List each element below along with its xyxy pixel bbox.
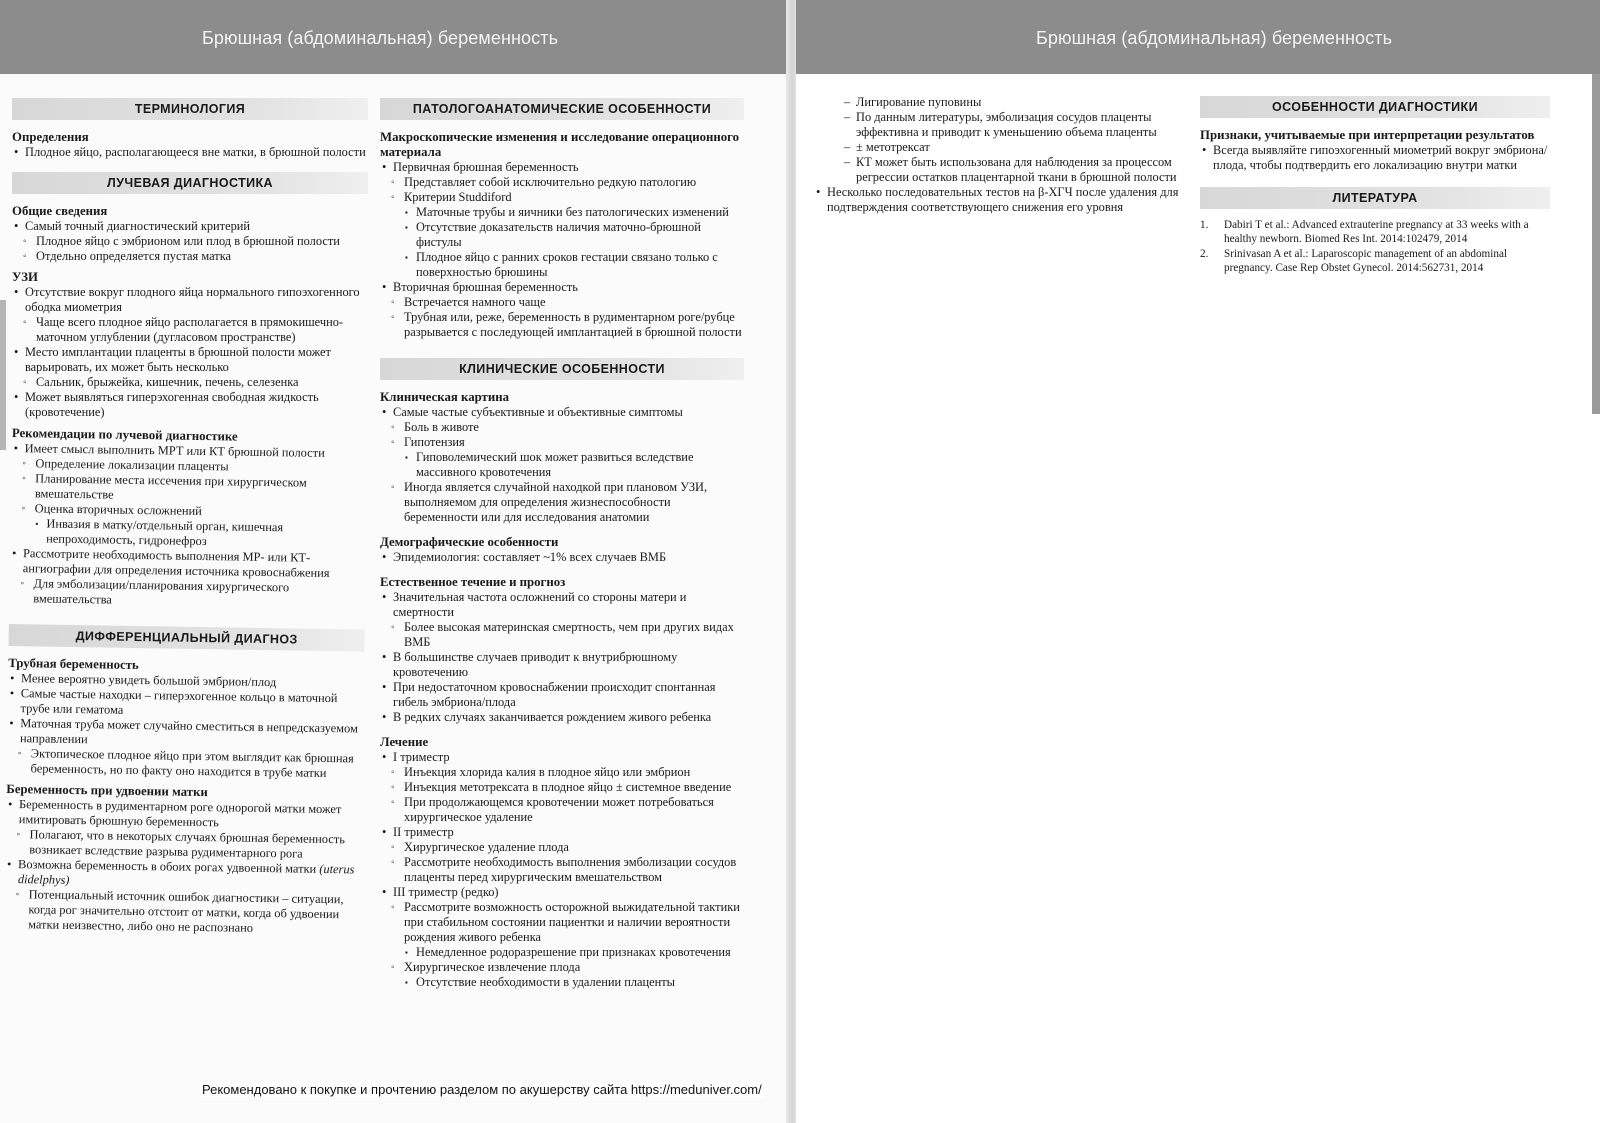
reference-item: [1200, 219, 1550, 246]
list-item: • Вторичная брюшная беременность: [380, 280, 744, 295]
list-subsubitem: ▪ Плодное яйцо с ранних сроков гестации связано только с поверхностью брюшины: [380, 250, 744, 280]
list-item: • Беременность в рудиментарном роге однорогой матки может имитировать брюшную беременность: [6, 797, 362, 833]
section-heading-diagnosis: ОСОБЕННОСТИ ДИАГНОСТИКИ: [1200, 96, 1550, 118]
section-heading-clinical: КЛИНИЧЕСКИЕ ОСОБЕННОСТИ: [380, 358, 744, 380]
list-subsubitem: ▪ Отсутствие необходимости в удалении плаценты: [380, 975, 744, 990]
page-edge-marker: [0, 300, 6, 450]
list-item: • Маточная труба может случайно сместиться в непредсказуемом направлении: [7, 716, 363, 752]
list-subitem: ◦ Полагают, что в некоторых случаях брюшная беременность возникает вследствие разрыва рудиментарного рога: [5, 827, 361, 863]
left-column-2: [380, 92, 744, 990]
right-page: [796, 0, 1600, 1123]
reference-item: [1200, 248, 1550, 275]
right-column-1: [814, 95, 1188, 215]
list-subitem: ◦ Потенциальный источник ошибок диагностики – ситуации, когда рог значительно отстоит от матки, когда об удвоении матки неизвестно, либо оно не распознано: [4, 887, 361, 938]
page-edge-marker: [1592, 74, 1600, 414]
subheading-double-uterus: Беременность при удвоении матки: [6, 781, 208, 800]
list-item: • Рассмотрите необходимость выполнения МР- или КТ-ангиографии для определения источника кровоснабжения: [10, 546, 366, 582]
list-item: • Самые частые субъективные и объективные симптомы: [380, 405, 744, 420]
list-subsubitem: ▪ Инвазия в матку/отдельный орган, кишечная непроходимость, гидронефроз: [10, 516, 366, 552]
reference-number: 1.: [1200, 219, 1209, 231]
list-item: • В большинстве случаев приводит к внутрибрюшному кровотечению: [380, 650, 744, 680]
list-item: • Плодное яйцо, располагающееся вне матки, в брюшной полости: [12, 145, 368, 160]
reference-text: Srinivasan A et al.: Laparoscopic management of an abdominal pregnancy. Case Rep Obstet Gynecol. 2014:562731, 2014: [1224, 248, 1508, 274]
subheading-definitions: Определения: [12, 130, 89, 144]
list-subitem: ◦ Сальник, брыжейка, кишечник, печень, селезенка: [12, 375, 368, 390]
list-subsubitem: ▪ Отсутствие доказательств наличия маточно-брюшной фистулы: [380, 220, 744, 250]
subheading-demographics: Демографические особенности: [380, 535, 559, 549]
list-subitem: ◦ При продолжающемся кровотечении может потребоваться хирургическое удаление: [380, 795, 744, 825]
section-heading-terminology: ТЕРМИНОЛОГИЯ: [12, 98, 368, 120]
list-subitem: ◦ Инъекция метотрексата в плодное яйцо ± системное введение: [380, 780, 744, 795]
list-item: • Отсутствие вокруг плодного яйца нормального гипоэхогенного ободка миометрия: [12, 285, 368, 315]
list-subitem: ◦ Плодное яйцо с эмбрионом или плод в брюшной полости: [12, 234, 368, 249]
subheading-macroscopic: Макроскопические изменения и исследование операционного материала: [380, 130, 740, 159]
list-item: • I триместр: [380, 750, 744, 765]
reference-list: [1200, 219, 1550, 275]
subheading-clinical-picture: Клиническая картина: [380, 390, 509, 404]
list-subsubitem: ▪ Маточные трубы и яичники без патологических изменений: [380, 205, 744, 220]
subheading-course: Естественное течение и прогноз: [380, 575, 566, 589]
subheading-general: Общие сведения: [12, 204, 108, 218]
footer-note: Рекомендовано к покупке и прочтению разделом по акушерству сайта https://meduniver.com/: [202, 1082, 762, 1097]
list-subitem: ◦ Более высокая материнская смертность, чем при других видах ВМБ: [380, 620, 744, 650]
subheading-interpretation: Признаки, учитываемые при интерпретации результатов: [1200, 128, 1535, 142]
list-subitem: ◦ Эктопическое плодное яйцо при этом выглядит как брюшная беременность, но по факту оно находится в трубе матки: [7, 746, 363, 782]
list-subsubitem: ▪ Немедленное родоразрешение при признаках кровотечения: [380, 945, 744, 960]
list-item: • Самые частые находки – гиперэхогенное кольцо в маточной трубе или гематома: [7, 686, 363, 722]
page-header-bar: [0, 0, 790, 74]
list-subsubitem: ▪ Гиповолемический шок может развиться вследствие массивного кровотечения: [380, 450, 744, 480]
list-subitem: ◦ Планирование места иссечения при хирургическом вмешательстве: [11, 471, 367, 507]
list-subitem: ◦ Боль в животе: [380, 420, 744, 435]
list-item: • В редких случаях заканчивается рождением живого ребенка: [380, 710, 744, 725]
list-item: • Место имплантации плаценты в брюшной полости может варьировать, их может быть несколько: [12, 345, 368, 375]
page-header-title: Брюшная (абдоминальная) беременность: [1036, 28, 1393, 48]
list-subitem: – По данным литературы, эмболизация сосудов плаценты эффективна и приводит к уменьшению объема плаценты: [814, 110, 1188, 140]
list-subitem: ◦ Хирургическое извлечение плода: [380, 960, 744, 975]
reference-number: 2.: [1200, 248, 1209, 260]
list-item: • Несколько последовательных тестов на β-ХГЧ после удаления для подтверждения соответствующего снижения его уровня: [814, 185, 1188, 215]
list-item: • Первичная брюшная беременность: [380, 160, 744, 175]
list-subitem: ◦ Инъекция хлорида калия в плодное яйцо или эмбрион: [380, 765, 744, 780]
list-subitem: ◦ Встречается намного чаще: [380, 295, 744, 310]
list-subitem: ◦ Критерии Studdiford: [380, 190, 744, 205]
list-item-text: Возможна беременность в обоих рогах удвоенной матки: [18, 857, 320, 876]
subheading-tubal: Трубная беременность: [8, 655, 139, 673]
list-item: • Значительная частота осложнений со стороны матери и смертности: [380, 590, 744, 620]
list-subitem: ◦ Оценка вторичных осложнений: [11, 501, 367, 522]
subheading-ultrasound: УЗИ: [12, 270, 38, 284]
list-item: • Эпидемиология: составляет ~1% всех случаев ВМБ: [380, 550, 744, 565]
right-column-2: [1200, 90, 1550, 277]
list-subitem: ◦ Рассмотрите необходимость выполнения эмболизации сосудов плаценты перед хирургическим вмешательством: [380, 855, 744, 885]
left-column-1: [6, 92, 368, 935]
section-heading-literature: ЛИТЕРАТУРА: [1200, 187, 1550, 209]
list-item: • При недостаточном кровоснабжении происходит спонтанная гибель эмбриона/плода: [380, 680, 744, 710]
list-subitem: ◦ Рассмотрите возможность осторожной выжидательной тактики при стабильном состоянии пациентки и наличии вероятности рождения живого ребенка: [380, 900, 744, 945]
section-heading-radiology: ЛУЧЕВАЯ ДИАГНОСТИКА: [12, 172, 368, 194]
list-item: • Менее вероятно увидеть большой эмбрион/плод: [8, 671, 364, 692]
list-subitem: ◦ Хирургическое удаление плода: [380, 840, 744, 855]
page-header-title: Брюшная (абдоминальная) беременность: [202, 28, 559, 48]
list-item: • III триместр (редко): [380, 885, 744, 900]
section-heading-pathology: ПАТОЛОГОАНАТОМИЧЕСКИЕ ОСОБЕННОСТИ: [380, 98, 744, 120]
list-subitem: ◦ Для эмболизации/планирования хирургического вмешательства: [9, 576, 365, 612]
latin-term: (uterus didelphys): [17, 861, 355, 887]
list-subitem: – Лигирование пуповины: [814, 95, 1188, 110]
list-item: • Всегда выявляйте гипоэхогенный миометрий вокруг эмбриона/плода, чтобы подтвердить его локализацию внутри матки: [1200, 143, 1550, 173]
list-subitem: – КТ может быть использована для наблюдения за процессом регрессии остатков плацентарной ткани в брюшной полости: [814, 155, 1188, 185]
list-subitem: ◦ Отдельно определяется пустая матка: [12, 249, 368, 264]
list-item: • II триместр: [380, 825, 744, 840]
list-subitem: ◦ Определение локализации плаценты: [11, 456, 367, 477]
list-item: • Может выявляться гиперэхогенная свободная жидкость (кровотечение): [12, 390, 368, 420]
left-page: [0, 0, 790, 1123]
subheading-treatment: Лечение: [380, 735, 429, 749]
section-heading-differential: ДИФФЕРЕНЦИАЛЬНЫЙ ДИАГНОЗ: [9, 624, 365, 652]
subheading-recommendations: Рекомендации по лучевой диагностике: [11, 426, 238, 444]
list-subitem: ◦ Иногда является случайной находкой при плановом УЗИ, выполняемом для определения жизнеспособности беременности или для исследования анатомии: [380, 480, 744, 525]
list-item: • Имеет смысл выполнить МРТ или КТ брюшной полости: [12, 441, 368, 462]
list-subitem: ◦ Гипотензия: [380, 435, 744, 450]
rotated-block: [4, 426, 368, 938]
list-subitem: ◦ Трубная или, реже, беременность в рудиментарном роге/рубце разрывается с последующей имплантацией в брюшной полости: [380, 310, 744, 340]
reference-text: Dabiri T et al.: Advanced extrauterine pregnancy at 33 weeks with a healthy newborn. Biomed Res Int. 2014:102479, 2014: [1224, 219, 1529, 245]
list-subitem: – ± метотрексат: [814, 140, 1188, 155]
page-header-bar: [796, 0, 1600, 74]
list-item: • Самый точный диагностический критерий: [12, 219, 368, 234]
list-subitem: ◦ Чаще всего плодное яйцо располагается в прямокишечно-маточном углублении (дугласовом пространстве): [12, 315, 368, 345]
list-subitem: ◦ Представляет собой исключительно редкую патологию: [380, 175, 744, 190]
